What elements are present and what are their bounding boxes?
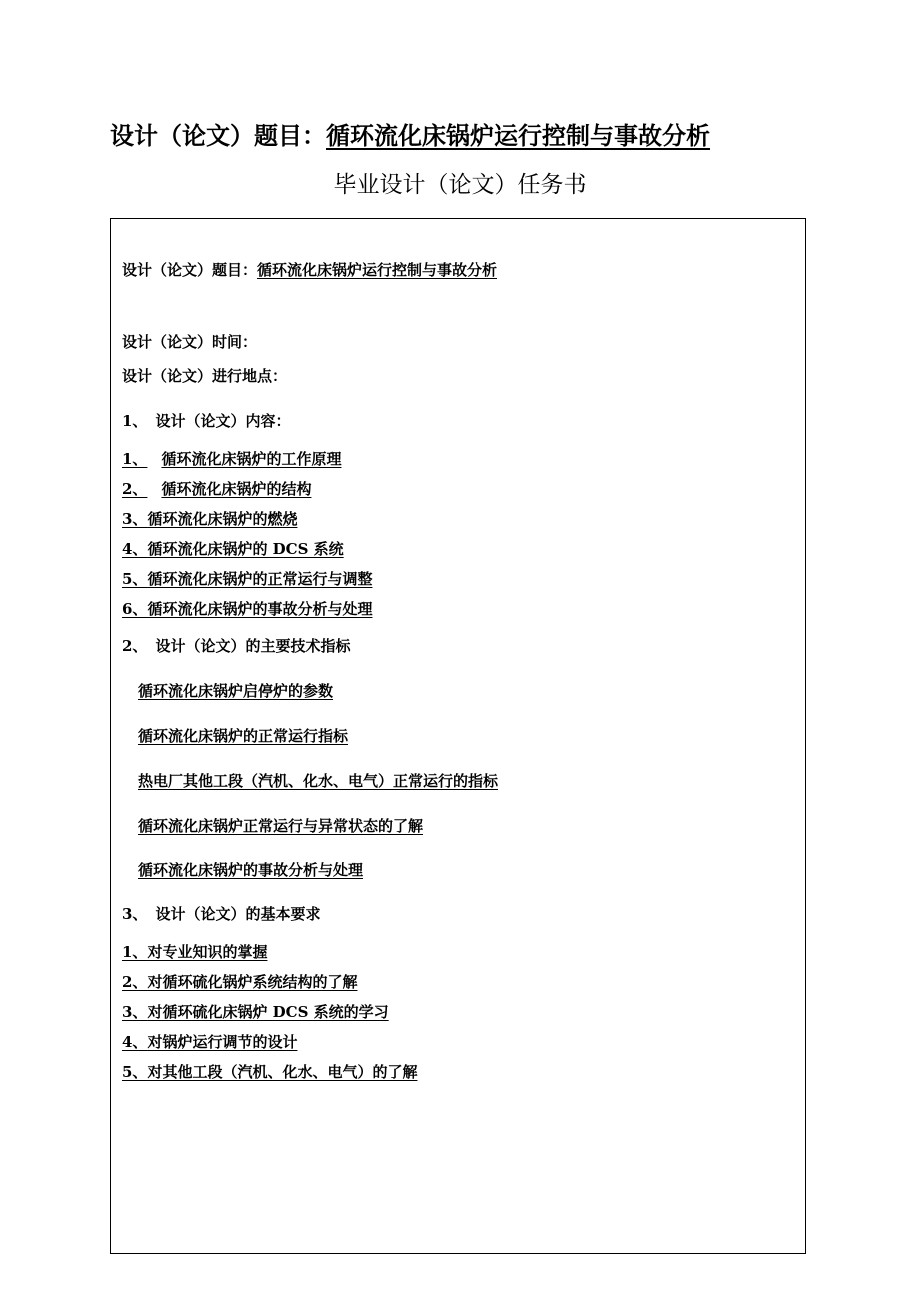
section1-item: 6、循环流化床锅炉的事故分析与处理 <box>122 600 373 618</box>
section3-number: 3、 <box>122 905 148 923</box>
document-title-topic: 循环流化床锅炉运行控制与事故分析 <box>326 121 710 150</box>
section2-item: 循环流化床锅炉正常运行与异常状态的了解 <box>138 817 424 835</box>
section1-item: 2、 循环流化床锅炉的结构 <box>122 480 312 498</box>
section2-item: 循环流化床锅炉的正常运行指标 <box>138 727 349 745</box>
section2-number: 2、 <box>122 637 148 655</box>
section2-heading <box>122 636 350 656</box>
section1-heading <box>122 411 290 431</box>
form-title-value: 循环流化床锅炉运行控制与事故分析 <box>257 261 498 279</box>
section1-title: 设计（论文）内容： <box>155 412 291 430</box>
section2-item: 循环流化床锅炉启停炉的参数 <box>138 682 334 700</box>
section1-item: 3、循环流化床锅炉的燃烧 <box>122 510 298 528</box>
section2-item: 热电厂其他工段（汽机、化水、电气）正常运行的指标 <box>138 772 499 790</box>
document-title-prefix: 设计（论文）题目： <box>110 121 326 150</box>
section1-number: 1、 <box>122 412 148 430</box>
task-book-subtitle: 毕业设计（论文）任务书 <box>333 172 587 198</box>
section3-heading <box>122 904 320 924</box>
document-title <box>110 116 710 151</box>
form-time-label: 设计（论文）时间： <box>122 333 258 351</box>
section1-item: 5、循环流化床锅炉的正常运行与调整 <box>122 570 373 588</box>
section3-item: 5、对其他工段（汽机、化水、电气）的了解 <box>122 1063 418 1081</box>
section2-item: 循环流化床锅炉的事故分析与处理 <box>138 861 364 879</box>
section3-title: 设计（论文）的基本要求 <box>155 905 321 923</box>
section3-item: 1、对专业知识的掌握 <box>122 943 268 961</box>
section1-item: 4、循环流化床锅炉的 DCS 系统 <box>122 540 344 558</box>
form-title-label: 设计（论文）题目： <box>122 261 258 279</box>
form-title-row <box>122 260 497 280</box>
section3-item: 3、对循环硫化床锅炉 DCS 系统的学习 <box>122 1003 389 1021</box>
section3-item: 4、对锅炉运行调节的设计 <box>122 1033 298 1051</box>
form-place-label: 设计（论文）进行地点： <box>122 367 288 385</box>
section3-item: 2、对循环硫化锅炉系统结构的了解 <box>122 973 358 991</box>
section2-title: 设计（论文）的主要技术指标 <box>155 637 351 655</box>
section1-item: 1、 循环流化床锅炉的工作原理 <box>122 450 342 468</box>
